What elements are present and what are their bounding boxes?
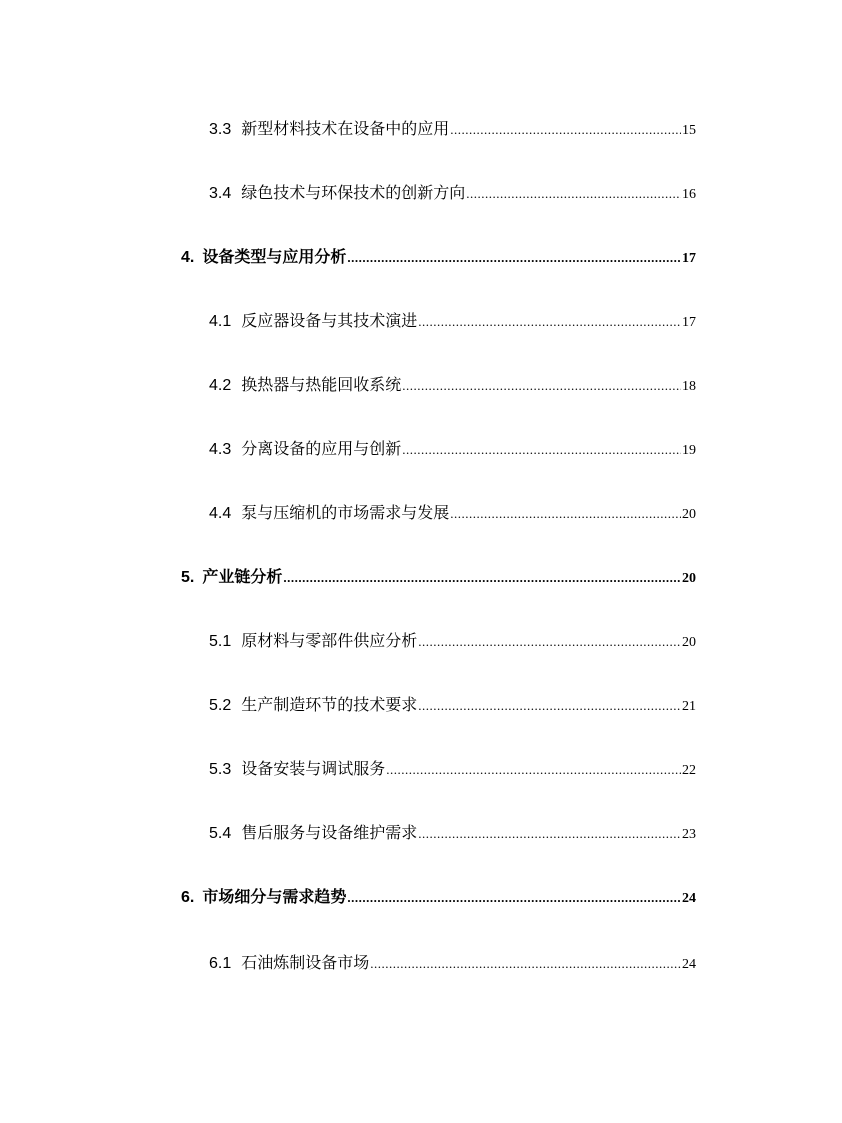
toc-entry-number: 4.1 xyxy=(209,313,232,330)
toc-entry-title: 设备类型与应用分析 xyxy=(202,249,347,266)
toc-entry-number: 4. xyxy=(181,249,195,266)
toc-entry-title: 换热器与热能回收系统 xyxy=(241,377,402,394)
toc-entry-6-1[interactable] xyxy=(209,952,696,976)
toc-entry-title: 生产制造环节的技术要求 xyxy=(241,697,418,714)
toc-entry-page: 20 xyxy=(682,571,696,586)
toc-entry-page: 15 xyxy=(682,123,696,138)
toc-dot-leader xyxy=(386,758,681,782)
toc-entry-number: 5. xyxy=(181,569,195,586)
toc-dot-leader xyxy=(418,694,681,718)
toc-entry-page: 20 xyxy=(682,635,696,650)
toc-entry-title: 绿色技术与环保技术的创新方向 xyxy=(241,185,466,202)
toc-dot-leader xyxy=(418,822,681,846)
toc-entry-number: 6.1 xyxy=(209,955,232,972)
toc-entry-page: 20 xyxy=(682,507,696,522)
toc-entry-3-4[interactable] xyxy=(209,182,696,206)
toc-dot-leader xyxy=(347,246,681,270)
toc-dot-leader xyxy=(450,118,681,142)
toc-entry-page: 23 xyxy=(682,827,696,842)
toc-entry-5-2[interactable] xyxy=(209,694,696,718)
toc-entry-title: 产业链分析 xyxy=(202,569,283,586)
toc-dot-leader xyxy=(402,374,681,398)
toc-dot-leader xyxy=(450,502,681,526)
toc-entry-number: 4.3 xyxy=(209,441,232,458)
toc-entry-page: 21 xyxy=(682,699,696,714)
toc-entry-5-3[interactable] xyxy=(209,758,696,782)
toc-entry-5-4[interactable] xyxy=(209,822,696,846)
toc-dot-leader xyxy=(418,630,681,654)
toc-entry-5-1[interactable] xyxy=(209,630,696,654)
toc-dot-leader xyxy=(466,182,681,206)
toc-entry-3-3[interactable] xyxy=(209,118,696,142)
toc-entry-title: 新型材料技术在设备中的应用 xyxy=(241,121,450,138)
toc-entry-4[interactable] xyxy=(181,246,696,270)
toc-entry-page: 24 xyxy=(682,891,696,906)
toc-entry-number: 3.3 xyxy=(209,121,232,138)
toc-entry-4-4[interactable] xyxy=(209,502,696,526)
toc-entry-number: 4.4 xyxy=(209,505,232,522)
toc-entry-page: 22 xyxy=(682,763,696,778)
toc-dot-leader xyxy=(347,886,681,910)
toc-entry-page: 19 xyxy=(682,443,696,458)
toc-entry-title: 泵与压缩机的市场需求与发展 xyxy=(241,505,450,522)
toc-entry-page: 16 xyxy=(682,187,696,202)
toc-entry-4-3[interactable] xyxy=(209,438,696,462)
toc-entry-number: 5.4 xyxy=(209,825,232,842)
toc-entry-4-2[interactable] xyxy=(209,374,696,398)
toc-entry-number: 4.2 xyxy=(209,377,232,394)
toc-entry-title: 原材料与零部件供应分析 xyxy=(241,633,418,650)
toc-entry-page: 18 xyxy=(682,379,696,394)
toc-entry-number: 3.4 xyxy=(209,185,232,202)
toc-entry-number: 6. xyxy=(181,889,195,906)
toc-entry-5[interactable] xyxy=(181,566,696,590)
toc-entry-title: 设备安装与调试服务 xyxy=(241,761,386,778)
toc-entry-page: 24 xyxy=(682,957,696,972)
toc-entry-title: 反应器设备与其技术演进 xyxy=(241,313,418,330)
toc-entry-4-1[interactable] xyxy=(209,310,696,334)
toc-entry-6[interactable] xyxy=(181,886,696,910)
toc-entry-number: 5.1 xyxy=(209,633,232,650)
toc-dot-leader xyxy=(402,438,681,462)
toc-entry-number: 5.2 xyxy=(209,697,232,714)
toc-entry-title: 分离设备的应用与创新 xyxy=(241,441,402,458)
toc-dot-leader xyxy=(418,310,681,334)
toc-entry-number: 5.3 xyxy=(209,761,232,778)
toc-dot-leader xyxy=(370,952,681,976)
toc-entry-title: 市场细分与需求趋势 xyxy=(202,889,347,906)
toc-entry-page: 17 xyxy=(682,315,696,330)
toc-entry-title: 售后服务与设备维护需求 xyxy=(241,825,418,842)
toc-dot-leader xyxy=(283,566,681,590)
toc-entry-title: 石油炼制设备市场 xyxy=(241,955,370,972)
toc-entry-page: 17 xyxy=(682,251,696,266)
